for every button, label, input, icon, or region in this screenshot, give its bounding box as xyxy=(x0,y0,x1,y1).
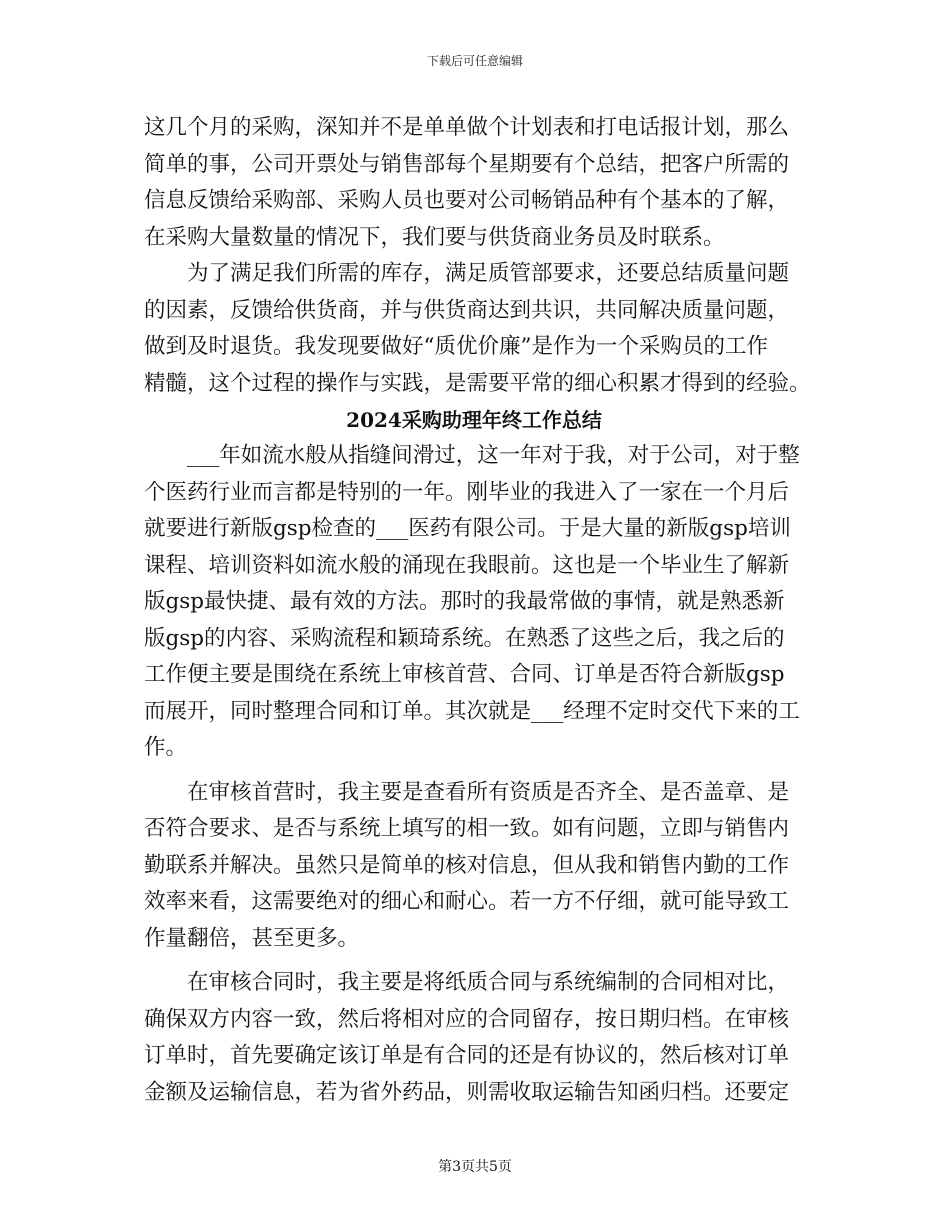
document-body xyxy=(144,110,811,1111)
paragraph xyxy=(144,965,804,1111)
text-line: 的因素，反馈给供货商，并与供货商达到共识，共同解决质量问题， xyxy=(144,297,790,323)
text-line: 在审核合同时，我主要是将纸质合同与系统编制的合同相对比， xyxy=(187,970,790,995)
text-line: 金额及运输信息，若为省外药品，则需收取运输告知函归档。还要定 xyxy=(144,1079,790,1105)
text-line: 个医药行业而言都是特别的一年。刚毕业的我进入了一家在一个月后 xyxy=(144,479,790,505)
text-line: 在采购大量数量的情况下，我们要与供货商业务员及时联系。 xyxy=(144,224,725,250)
text-line: 勤联系并解决。虽然只是简单的核对信息，但从我和销售内勤的工作 xyxy=(144,852,790,878)
paragraph xyxy=(144,438,804,767)
text-line: 工作便主要是围绕在系统上审核首营、合同、订单是否符合新版gsp xyxy=(144,662,785,687)
paragraph xyxy=(144,110,804,256)
text-line: 就要进行新版gsp检查的___医药有限公司。于是大量的新版gsp培训 xyxy=(144,516,791,541)
text-line: 这几个月的采购，深知并不是单单做个计划表和打电话报计划，那么 xyxy=(144,115,790,140)
text-line: 作。 xyxy=(144,735,188,760)
text-line: 效率来看，这需要绝对的细心和耐心。若一方不仔细，就可能导致工 xyxy=(144,889,790,914)
text-line: 简单的事，公司开票处与销售部每个星期要有个总结，把客户所需的 xyxy=(144,151,790,177)
paragraph-gap xyxy=(144,957,804,965)
paragraph xyxy=(144,775,804,958)
text-line: 版gsp的内容、采购流程和颖琦系统。在熟悉了这些之后，我之后的 xyxy=(144,625,785,651)
text-line: 课程、培训资料如流水般的涌现在我眼前。这也是一个毕业生了解新 xyxy=(144,552,790,578)
text-line: ___年如流水般从指缝间滑过，这一年对于我，对于公司，对于整 xyxy=(187,443,800,468)
page-footer: 第3页共5页 xyxy=(438,1159,512,1175)
text-line: 在审核首营时，我主要是查看所有资质是否齐全、是否盖章、是 xyxy=(187,779,790,805)
text-line: 版gsp最快捷、最有效的方法。那时的我最常做的事情，就是熟悉新 xyxy=(144,589,785,614)
text-line: 做到及时退货。我发现要做好“质优价廉”是作为一个采购员的工作 xyxy=(144,334,768,359)
text-line: 信息反馈给采购部、采购人员也要对公司畅销品种有个基本的了解， xyxy=(144,188,790,213)
text-line: 而展开，同时整理合同和订单。其次就是___经理不定时交代下来的工 xyxy=(144,698,800,724)
text-line: 精髓，这个过程的操作与实践，是需要平常的细心积累才得到的经验。 xyxy=(144,370,811,396)
text-line: 作量翻倍，甚至更多。 xyxy=(144,925,360,951)
text-line: 确保双方内容一致，然后将相对应的合同留存，按日期归档。在审核 xyxy=(144,1006,790,1032)
text-line: 否符合要求、是否与系统上填写的相一致。如有问题，立即与销售内 xyxy=(144,816,790,841)
page-header: 下载后可任意编辑 xyxy=(426,54,523,68)
paragraph-gap xyxy=(144,767,804,775)
text-line: 为了满足我们所需的库存，满足质管部要求，还要总结质量问题 xyxy=(187,261,790,286)
paragraph xyxy=(144,256,811,402)
text-line: 订单时，首先要确定该订单是有合同的还是有协议的，然后核对订单 xyxy=(144,1043,790,1068)
section-title: 2024采购助理年终工作总结 xyxy=(346,408,602,432)
